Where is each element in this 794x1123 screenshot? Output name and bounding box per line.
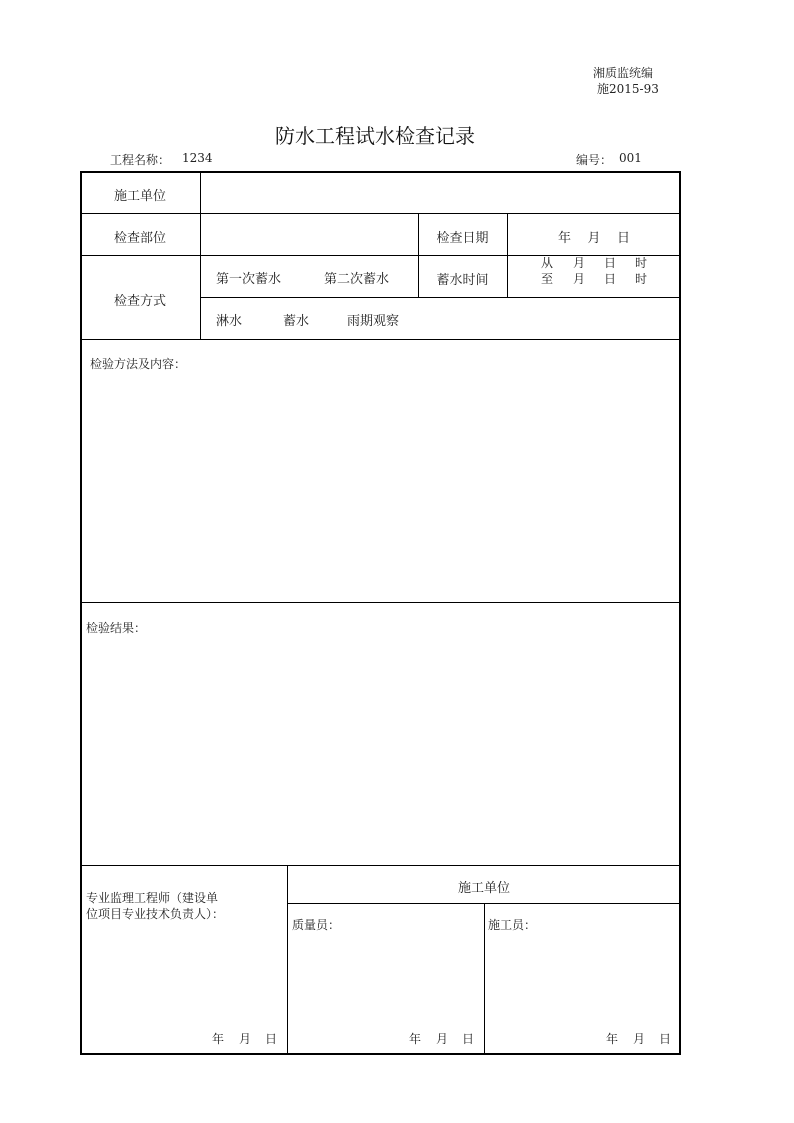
time-from-day[interactable]: 日 — [604, 256, 617, 270]
constructor-date-year[interactable]: 年 — [606, 1032, 619, 1046]
second-storage-option[interactable]: 第二次蓄水 — [324, 272, 390, 287]
supervisor-label-line2: 位项目专业技术负责人）： — [86, 907, 225, 921]
construction-unit-label: 施工单位 — [113, 189, 166, 204]
time-from-month[interactable]: 月 — [573, 256, 586, 270]
col-divider — [200, 171, 201, 339]
inspection-part-label: 检查部位 — [113, 231, 166, 246]
row-divider — [80, 339, 681, 340]
quality-date-day[interactable]: 日 — [462, 1032, 475, 1046]
constructor-label: 施工员： — [488, 918, 537, 932]
constructor-date-day[interactable]: 日 — [659, 1032, 672, 1046]
rain-observation-option[interactable]: 雨期观察 — [347, 314, 400, 329]
shower-option[interactable]: 淋水 — [216, 314, 243, 329]
storage-option[interactable]: 蓄水 — [283, 314, 310, 329]
constructor-date-month[interactable]: 月 — [633, 1032, 646, 1046]
quality-inspector-label: 质量员： — [292, 918, 341, 932]
col-divider — [484, 903, 485, 1055]
publisher-text: 湘质监统编 — [593, 66, 654, 80]
col-divider — [507, 213, 508, 297]
number-value[interactable]: 001 — [619, 151, 642, 165]
quality-date-month[interactable]: 月 — [436, 1032, 449, 1046]
time-to-month[interactable]: 月 — [573, 272, 586, 286]
project-name-label: 工程名称： — [110, 153, 171, 167]
time-to-label: 至 — [541, 272, 554, 286]
inspection-date-label: 检查日期 — [436, 231, 489, 246]
time-from-hour[interactable]: 时 — [635, 256, 648, 270]
row-divider — [80, 213, 681, 214]
time-to-day[interactable]: 日 — [604, 272, 617, 286]
row-divider — [80, 255, 681, 256]
result-area[interactable] — [84, 636, 676, 861]
number-label: 编号： — [576, 153, 613, 167]
method-content-label: 检验方法及内容： — [90, 357, 187, 371]
form-code: 施2015-93 — [597, 82, 659, 96]
time-to-hour[interactable]: 时 — [635, 272, 648, 286]
supervisor-date-year[interactable]: 年 — [212, 1032, 225, 1046]
signature-construction-unit-label: 施工单位 — [457, 881, 510, 896]
supervisor-date-month[interactable]: 月 — [239, 1032, 252, 1046]
storage-time-label: 蓄水时间 — [436, 273, 489, 288]
supervisor-label-line1: 专业监理工程师（建设单 — [86, 891, 219, 905]
result-label: 检验结果： — [86, 621, 147, 635]
page-title: 防水工程试水检查记录 — [275, 124, 475, 148]
inspection-date-field[interactable]: 年 月 日 — [557, 231, 631, 246]
quality-date-year[interactable]: 年 — [409, 1032, 422, 1046]
method-content-area[interactable] — [84, 372, 676, 597]
row-divider — [200, 297, 681, 298]
project-name-value[interactable]: 1234 — [182, 151, 213, 165]
time-from-label: 从 — [541, 256, 554, 270]
row-divider — [80, 602, 681, 603]
first-storage-option[interactable]: 第一次蓄水 — [216, 272, 282, 287]
supervisor-date-day[interactable]: 日 — [265, 1032, 278, 1046]
row-divider — [80, 865, 681, 866]
inspection-method-label: 检查方式 — [113, 294, 166, 309]
